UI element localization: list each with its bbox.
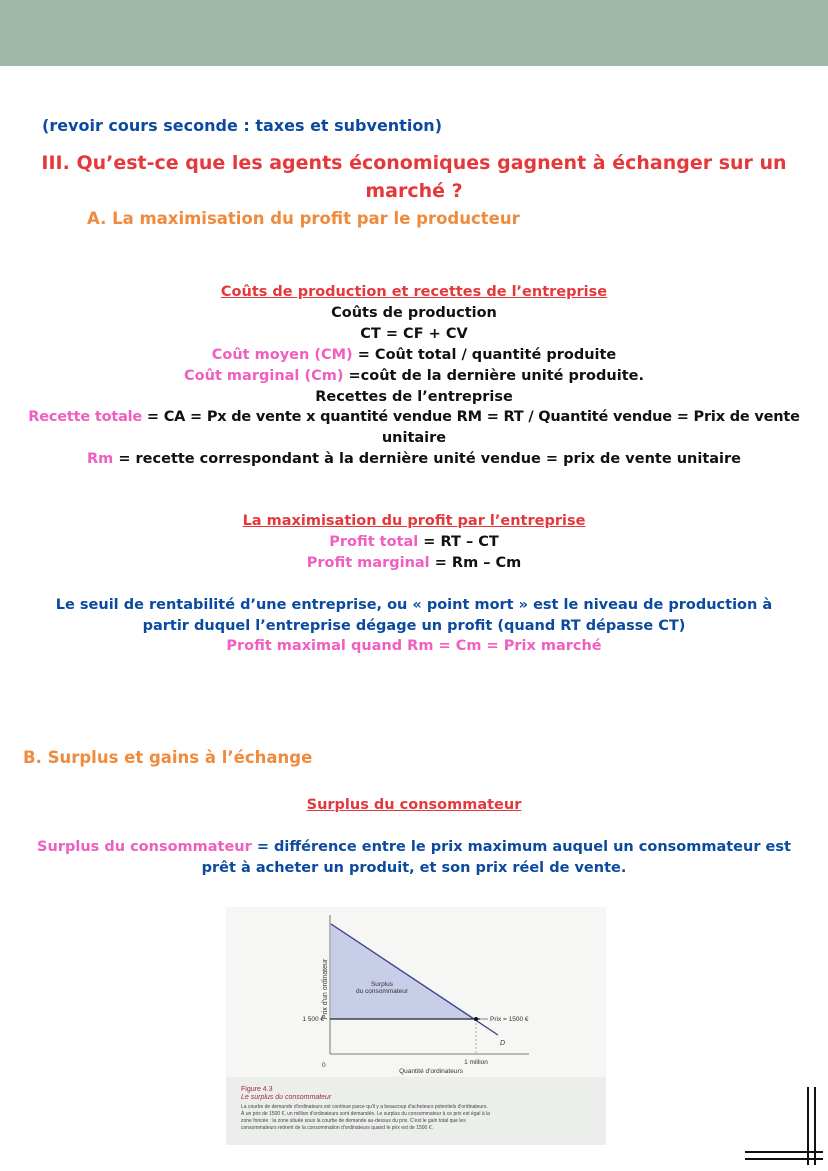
area-label-2: du consommateur (355, 988, 409, 995)
origin-label: 0 (322, 1062, 326, 1069)
pt-label: Profit total (329, 534, 419, 550)
curve-label: D (500, 1040, 506, 1047)
cout-marginal (0, 368, 828, 384)
header-band (0, 0, 828, 66)
surplus-text: = différence entre le prix maximum auquel un consommateur est (251, 839, 791, 855)
cm-text: = Coût total / quantité produite (352, 347, 617, 363)
rm-label: Rm (87, 451, 114, 467)
fig-number: Figure 4.3 (241, 1086, 273, 1093)
revoir-note: (revoir cours seconde : taxes et subvention) (42, 116, 443, 135)
couts-sub1: Coûts de production (331, 305, 497, 321)
surplus-def-2: prêt à acheter un produit, et son prix réel de vente. (201, 860, 627, 876)
q-tick: 1 million (464, 1059, 488, 1066)
fig-title: Le surplus du consommateur (241, 1094, 332, 1101)
cmarg-label: Coût marginal (Cm) (184, 368, 344, 384)
recette-marginale (0, 451, 828, 467)
profit-total (0, 534, 828, 550)
cm-label: Coût moyen (CM) (211, 347, 353, 363)
rt-text: = CA = Px de vente x quantité vendue RM = RT / Quantité vendue = Prix de vente (142, 409, 800, 425)
surplus-label: Surplus du consommateur (37, 839, 252, 855)
section-b-title: B. Surplus et gains à l’échange (23, 748, 313, 767)
profit-title: La maximisation du profit par l’entreprise (242, 513, 586, 529)
x-label: Quantité d'ordinateurs (399, 1068, 463, 1075)
corner-decoration (745, 1082, 825, 1167)
price-label: Prix = 1500 € (490, 1016, 529, 1023)
cout-moyen (0, 347, 828, 363)
pt-text: = RT – CT (418, 534, 499, 550)
caption-3: zone foncée : la zone située sous la courbe de demande au-dessus du prix. C'est le gain total que les (241, 1118, 466, 1124)
ct-formula: CT = CF + CV (360, 326, 468, 342)
y-label: Prix d'un ordinateur (322, 958, 329, 1020)
recette-totale (0, 409, 828, 425)
recette-totale-2: unitaire (381, 430, 447, 446)
pm-label: Profit marginal (306, 555, 430, 571)
area-label-1: Surplus (370, 981, 394, 988)
cmarg-text: =coût de la dernière unité produite. (343, 368, 644, 384)
caption-1: La courbe de demande d'ordinateurs est continue parce qu'il y a beaucoup d'acheteurs potentiels d'ordinateurs. (241, 1104, 488, 1110)
profit-maximal: Profit maximal quand Rm = Cm = Prix marché (226, 638, 602, 654)
surplus-def-1 (0, 839, 828, 855)
section-a-title: A. La maximisation du profit par le producteur (87, 209, 520, 228)
consumer-surplus-figure (226, 907, 606, 1145)
profit-marginal (0, 555, 828, 571)
price-tick: 1 500 € (302, 1016, 324, 1023)
caption-4: consommateurs retirent de la consommation d'ordinateurs quand le prix est de 1500 €. (241, 1125, 433, 1131)
rm-text: = recette correspondant à la dernière unité vendue = prix de vente unitaire (113, 451, 741, 467)
section-3-title-2: marché ? (365, 180, 463, 202)
pm-text: = Rm – Cm (429, 555, 522, 571)
section-3-title-1: III. Qu’est-ce que les agents économiques gagnent à échanger sur un (41, 152, 787, 174)
seuil-line1: Le seuil de rentabilité d’une entreprise, ou « point mort » est le niveau de production à (55, 597, 773, 613)
couts-sub2: Recettes de l’entreprise (315, 389, 513, 405)
surplus-title: Surplus du consommateur (306, 797, 522, 813)
caption-2: À un prix de 1500 €, un million d'ordinateurs sont demandés. Le surplus du consommateur à ce prix est égal à la (241, 1111, 490, 1117)
rt-label: Recette totale (28, 409, 143, 425)
seuil-line2: partir duquel l’entreprise dégage un profit (quand RT dépasse CT) (142, 618, 686, 634)
couts-title: Coûts de production et recettes de l’entreprise (220, 284, 608, 300)
